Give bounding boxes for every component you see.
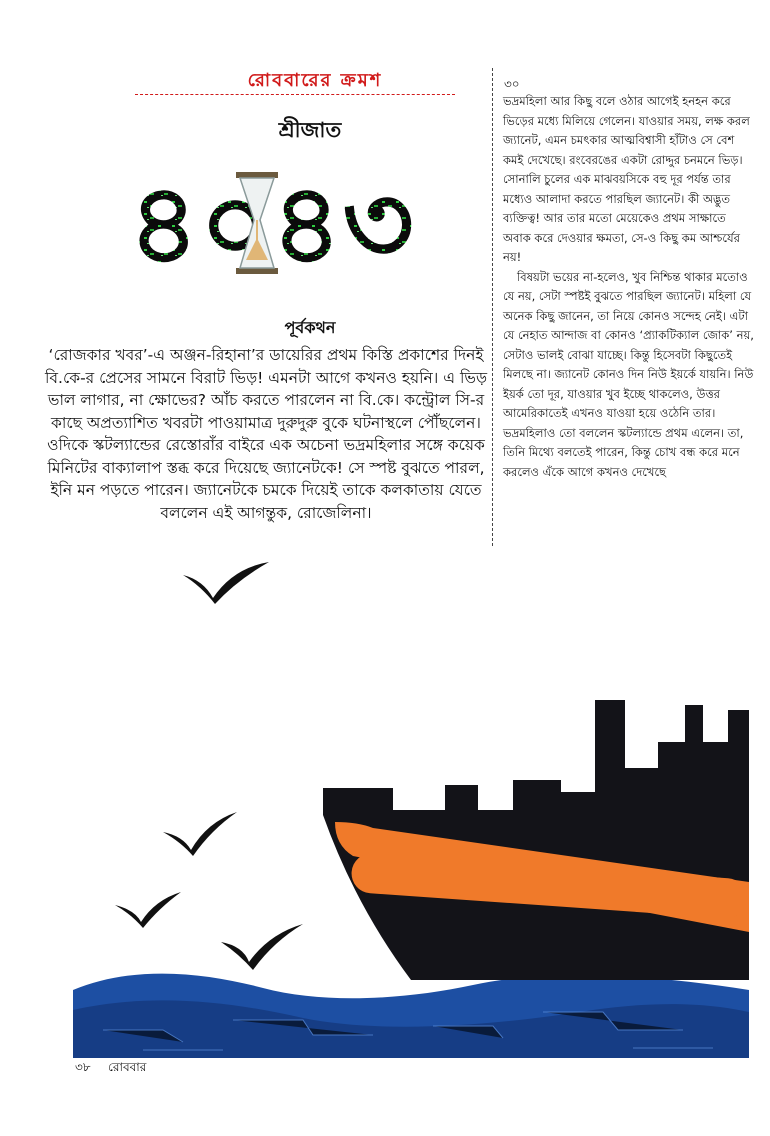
title-logo-graphic <box>128 150 418 290</box>
ship-scene-graphic <box>73 560 749 1058</box>
bird-icon <box>221 924 303 970</box>
author-name: শ্রীজাত <box>278 118 342 142</box>
series-title: রোববারের ক্রমশ <box>247 70 383 91</box>
story-paragraph: বিষয়টা ভয়ের না-হলেও, খুব নিশ্চিন্ত থাকার মতোও যে নয়, সেটা স্পষ্টই বুঝতে পারছিল জ্যানেট। মহিলা যে অনেক কিছু জানেন, তা নিয়ে কোনও সন্দেহ নেই। এটা যে নেহাত আন্দাজ বা কোনও ‘প্র্যাকটিক্যাল জোক’ নয়, সেটাও ভালই বোঝা যাচ্ছে। কিন্তু হিসেবটা কিছুতেই মিলছে না। জ্যানেট কোনও দিন নিউ ইয়র্কে যায়নি। নিউ ইয়র্ক তো দূর, যাওয়ার খুব ইচ্ছে থাকলেও, উত্তর আমেরিকাতেই এখনও যাওয়া হয়ে ওঠেনি তার। ভদ্রমহিলাও তো বললেন স্কটল্যান্ডে প্রথম এলেন। তা, তিনি মিথ্যে বলতেই পারেন, কিন্তু চোখ বন্ধ করে মনে করলেও এঁকে আগে কখনও দেখেছে <box>503 269 754 479</box>
section-heading: পূর্বকথন <box>284 318 336 337</box>
sea-graphic <box>73 974 749 1058</box>
story-paragraph: ভদ্রমহিলা আর কিছু বলে ওঠার আগেই হনহন করে ভিড়ের মধ্যে মিলিয়ে গেলেন। যাওয়ার সময়, লক্ষ করল জ্যানেট, এমন চমৎকার আত্মবিশ্বাসী হাঁটাও সে বেশ কমই দেখেছে। রংবেরঙের একটা রোদ্দুর চনমনে ভিড়। সোনালি চুলের এক মাঝবয়সিকে বহু দূর পর্যন্ত তার মধ্যেও আলাদা করতে পারছিল জ্যানেট। কী অদ্ভুত ব্যক্তিত্ব! আর তার মতো মেয়েকেও প্রথম সাক্ষাতে অবাক করে দেওয়ার ক্ষমতা, সে-ও কিছু কম আশ্চর্যের নয়! <box>503 94 750 264</box>
chapter-number: ৩০ <box>504 77 520 91</box>
ship-illustration <box>73 560 749 1062</box>
bird-icon <box>183 562 269 604</box>
birds-graphic <box>115 562 303 970</box>
bird-icon <box>163 812 237 856</box>
ship-graphic <box>323 700 749 980</box>
intro-paragraph: ‘রোজকার খবর’-এ অঞ্জন-রিহানা’র ডায়েরির প্রথম কিস্তি প্রকাশের দিনই বি.কে-র প্রেসের সামনে বিরাট ভিড়! এমনটা আগে কখনও হয়নি। এ ভিড় ভাল লাগার, না ক্ষোভের? আঁচ করতে পারলেন না বি.কে। কন্ট্রোল সি-র কাছে অপ্রত্যাশিত খবরটা পাওয়ামাত্র দুরুদুরু বুকে ঘটনাস্থলে পৌঁছলেন। ওদিকে স্কটল্যান্ডের রেস্তোরাঁর বাইরে এক অচেনা ভদ্রমহিলার সঙ্গে কয়েক মিনিটের বাক্যালাপ স্তব্ধ করে দিয়েছে জ্যানেটকে! সে স্পষ্ট বুঝতে পারল, ইনি মন পড়তে পারেন। জ্যানেটকে চমকে দিয়েই তাকে কলকাতায় যেতে বললেন এই আগন্তুক, রোজেলিনা। <box>44 346 488 522</box>
page-number: ৩৮ <box>75 1060 91 1074</box>
bird-icon <box>115 892 181 928</box>
story-column <box>503 92 755 482</box>
column-divider <box>492 68 493 546</box>
magazine-name: রোববার <box>108 1060 147 1074</box>
series-divider <box>135 94 455 95</box>
story-title-logo <box>128 150 418 294</box>
